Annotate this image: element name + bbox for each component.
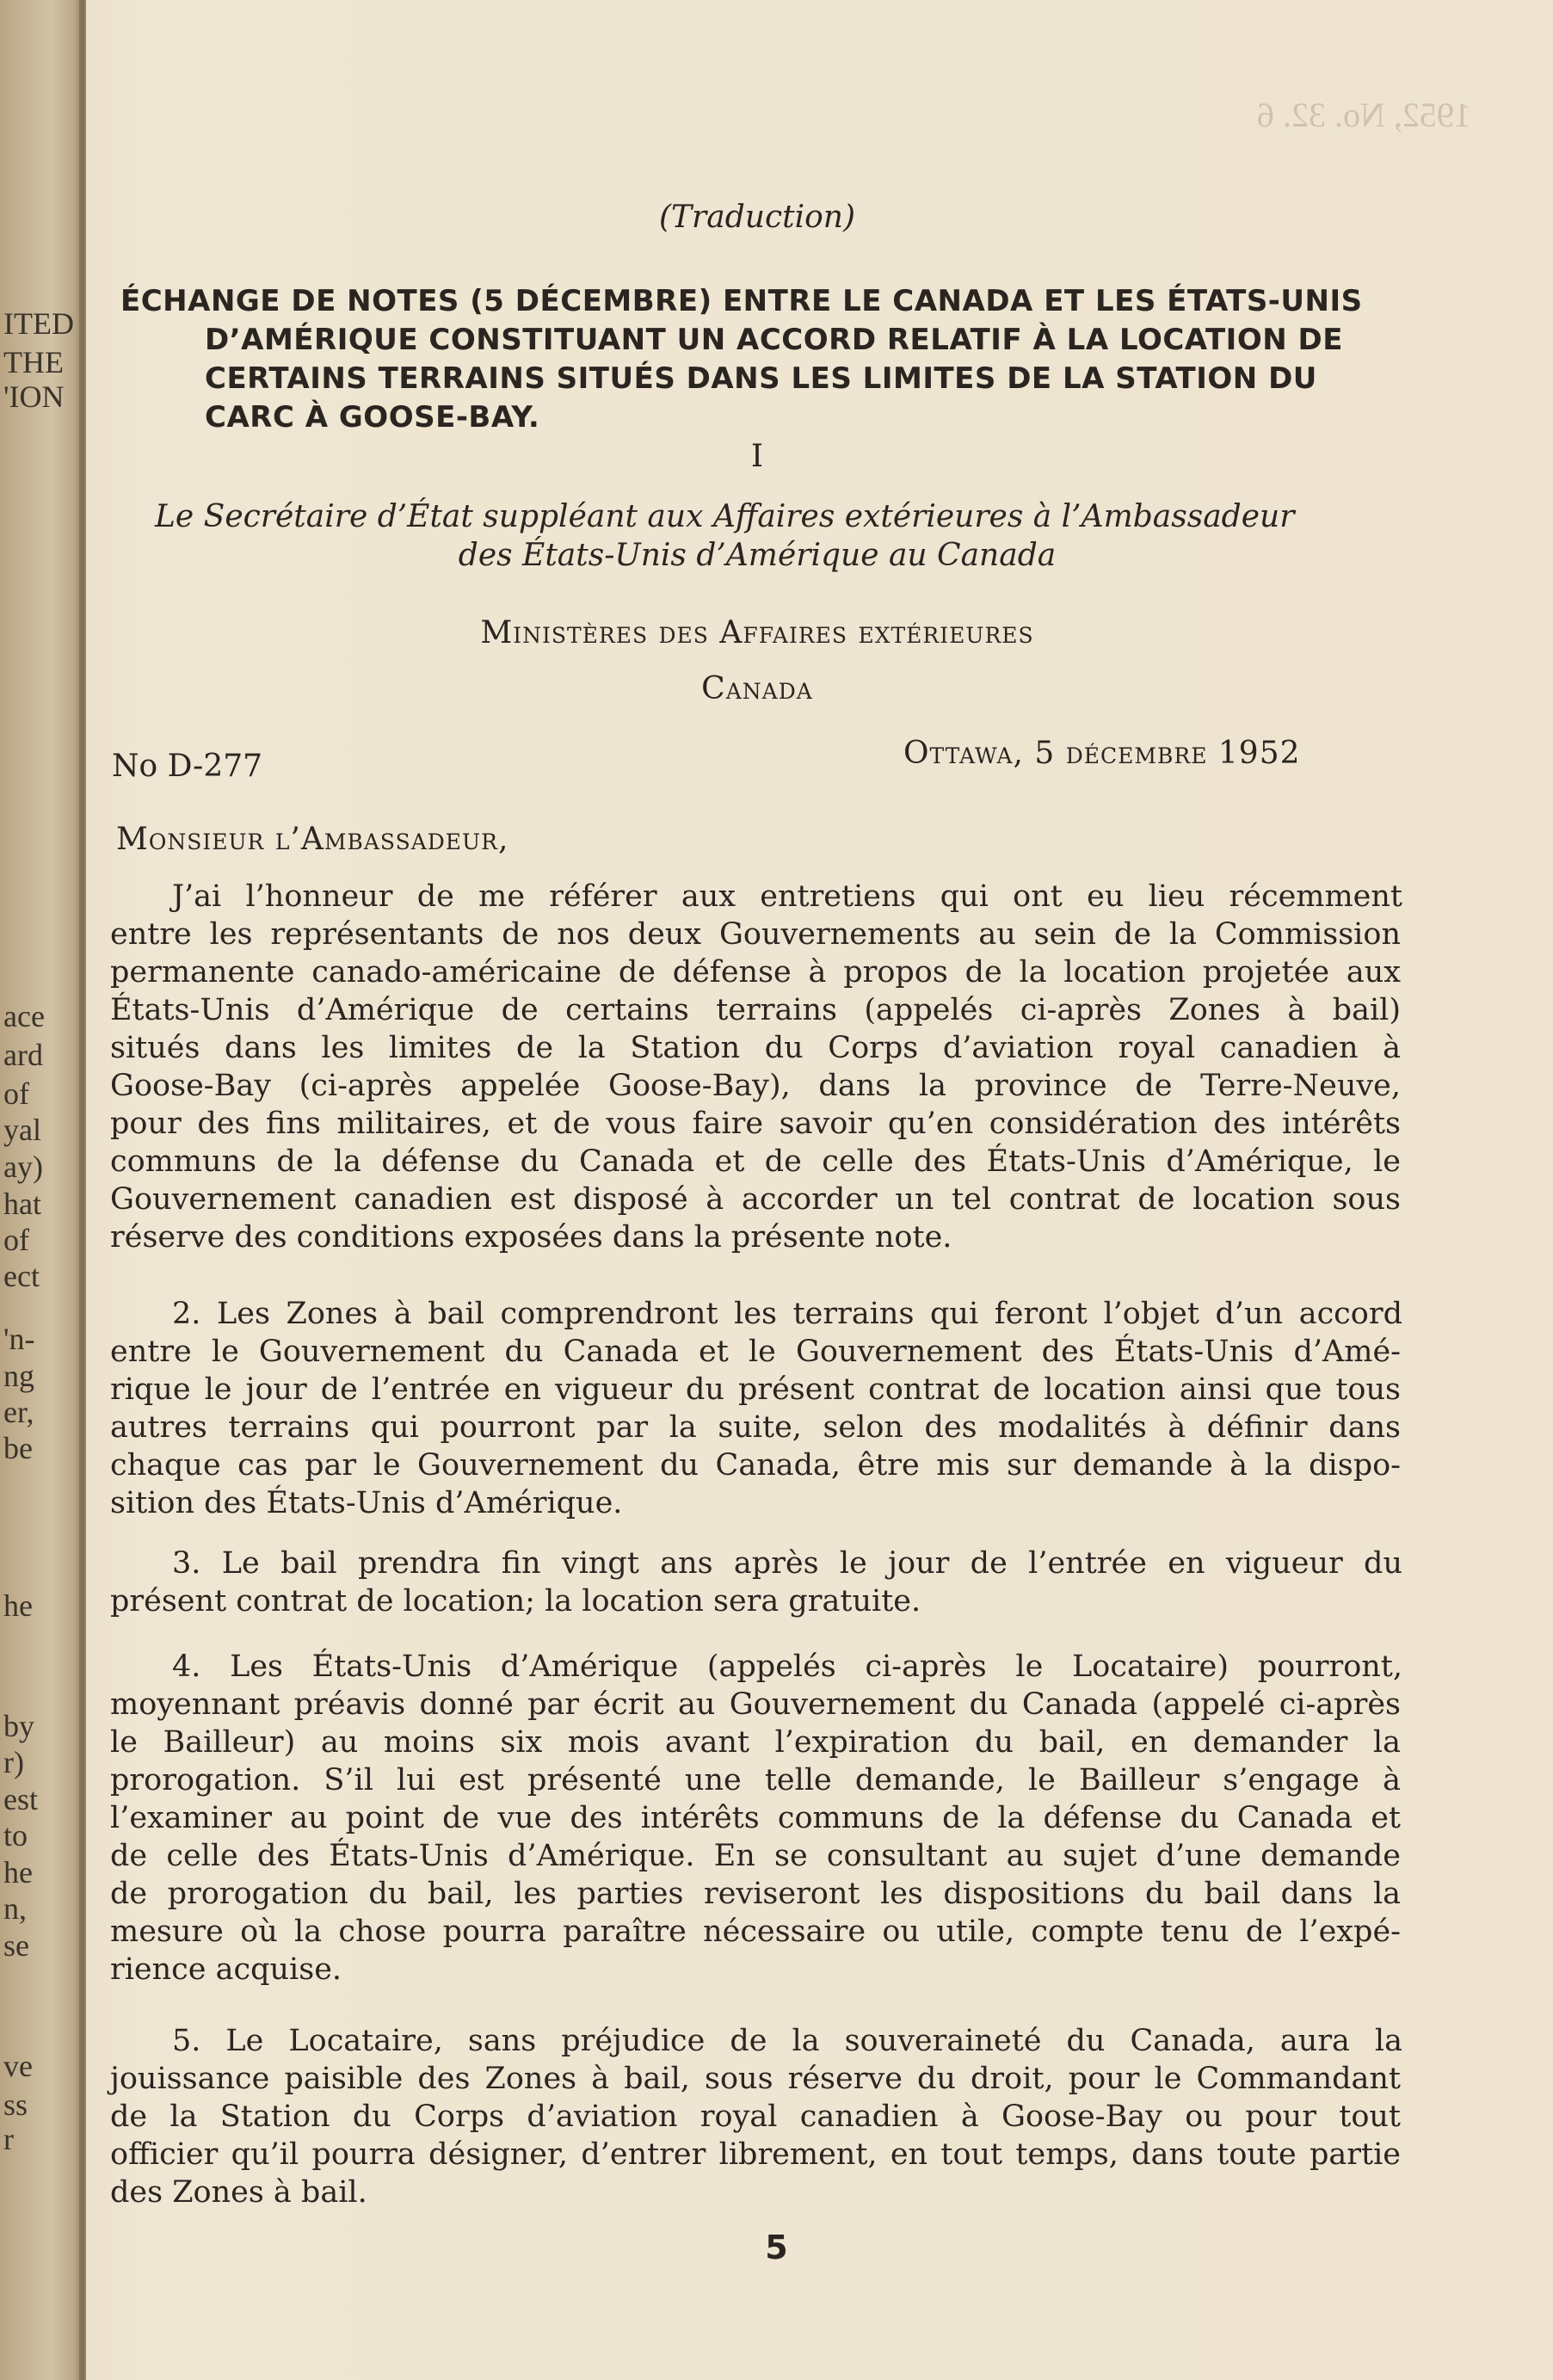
paragraph-4-line: de prorogation du bail, les parties reviseront les dispositions du bail dans la [110,1877,1401,1911]
paragraph-2-line: 2. Les Zones à bail comprendront les terrains qui feront l’objet d’un accord [172,1297,1402,1331]
margin-fragment: THE [3,345,64,379]
paragraph-3-line: 3. Le bail prendra fin vingt ans après le jour de l’entrée en vigueur du [172,1546,1402,1581]
paragraph-1-line: permanente canado-américaine de défense à propos de la location projetée aux [110,955,1401,990]
margin-fragment: n, [3,1891,27,1926]
title-line-2: D’AMÉRIQUE CONSTITUANT UN ACCORD RELATIF À LA LOCATION DE [205,323,1343,357]
paragraph-4-line: mesure où la chose pourra paraître nécessaire ou utile, compte tenu de l’expé- [110,1914,1401,1949]
margin-fragment: er, [3,1395,34,1429]
bleed-through-header: 1952, No. 32. 6 [1257,96,1471,134]
paragraph-2-line: rique le jour de l’entrée en vigueur du présent contrat de location ainsi que tous [110,1372,1401,1407]
paragraph-2-line: autres terrains qui pourront par la suite, selon des modalités à définir dans [110,1410,1401,1445]
title-line-4: CARC À GOOSE-BAY. [205,400,540,435]
paragraph-4-line: le Bailleur) au moins six mois avant l’expiration du bail, en demander la [110,1725,1401,1760]
paragraph-4-line: rience acquise. [110,1952,342,1987]
paragraph-4-line: de celle des États-Unis d’Amérique. En se consultant au sujet d’une demande [110,1839,1401,1873]
paragraph-4-line: prorogation. S’il lui est présenté une telle demande, le Bailleur s’engage à [110,1763,1401,1797]
ministry-name: Ministères des Affaires extérieures [480,615,1034,650]
paragraph-4-line: 4. Les États-Unis d’Amérique (appelés ci-après le Locataire) pourront, [172,1649,1402,1684]
paragraph-4-line: l’examiner au point de vue des intérêts communs de la défense du Canada et [110,1801,1401,1835]
salutation: Monsieur l’Ambassadeur, [116,822,509,857]
paragraph-1-line: entre les représentants de nos deux Gouvernements au sein de la Commission [110,917,1401,952]
paragraph-1-line: États-Unis d’Amérique de certains terrains (appelés ci-après Zones à bail) [110,993,1401,1027]
title-line-3: CERTAINS TERRAINS SITUÉS DANS LES LIMITES DE LA STATION DU [205,361,1317,396]
traduction-label: (Traduction) [658,200,855,235]
paragraph-2-line: sition des États-Unis d’Amérique. [110,1486,623,1520]
paragraph-5-line: de la Station du Corps d’aviation royal canadien à Goose-Bay ou pour tout [110,2099,1401,2134]
paragraph-5-line: officier qu’il pourra désigner, d’entrer librement, en tout temps, dans toute partie [110,2137,1401,2172]
paragraph-1-line: J’ai l’honneur de me référer aux entretiens qui ont eu lieu récemment [172,879,1402,914]
paragraph-1-line: Gouvernement canadien est disposé à accorder un tel contrat de location sous [110,1182,1401,1217]
margin-fragment: ect [3,1259,40,1293]
margin-fragment: ve [3,2049,33,2083]
margin-fragment: est [3,1782,38,1816]
margin-fragment: ace [3,999,45,1033]
margin-fragment: 'ION [3,379,65,414]
paragraph-1-line: réserve des conditions exposées dans la présente note. [110,1220,952,1255]
margin-fragment: 'n- [3,1322,35,1356]
margin-fragment: se [3,1928,29,1963]
paragraph-1-line: communs de la défense du Canada et de celle des États-Unis d’Amérique, le [110,1144,1401,1179]
margin-fragment: he [3,1588,33,1623]
paragraph-5-line: 5. Le Locataire, sans préjudice de la souveraineté du Canada, aura la [172,2024,1402,2058]
sender-line-1: Le Secrétaire d’État suppléant aux Affaires extérieures à l’Ambassadeur [155,499,1295,534]
margin-fragment: be [3,1431,33,1465]
sender-line-2: des États-Unis d’Amérique au Canada [458,538,1057,573]
margin-fragment: r [3,2122,14,2156]
margin-fragment: by [3,1709,34,1743]
margin-fragment: yal [3,1113,41,1147]
margin-fragment: of [3,1076,29,1111]
margin-fragment: to [3,1818,28,1853]
paragraph-1-line: Goose-Bay (ci-après appelée Goose-Bay), dans la province de Terre-Neuve, [110,1069,1401,1103]
page-number: 5 [765,2229,788,2266]
margin-fragment: r) [3,1745,24,1779]
margin-fragment: ss [3,2087,28,2122]
paragraph-1-line: pour des fins militaires, et de vous faire savoir qu’en considération des intérêts [110,1107,1401,1141]
title-line-1: ÉCHANGE DE NOTES (5 DÉCEMBRE) ENTRE LE CANADA ET LES ÉTATS-UNIS [120,284,1363,318]
paragraph-1-line: situés dans les limites de la Station du Corps d’aviation royal canadien à [110,1031,1401,1065]
section-numeral: I [750,439,764,474]
margin-fragment: hat [3,1187,41,1221]
paragraph-4-line: moyennant préavis donné par écrit au Gouvernement du Canada (appelé ci-après [110,1687,1401,1722]
paragraph-2-line: chaque cas par le Gouvernement du Canada, être mis sur demande à la dispo- [110,1448,1401,1483]
margin-fragment: of [3,1223,29,1257]
margin-fragment: he [3,1855,33,1890]
binding-shadow [79,0,84,2380]
paragraph-2-line: entre le Gouvernement du Canada et le Gouvernement des États-Unis d’Amé- [110,1335,1401,1369]
country-name: Canada [701,671,813,706]
paragraph-5-line: jouissance paisible des Zones à bail, sous réserve du droit, pour le Commandant [110,2062,1401,2096]
margin-fragment: ng [3,1359,34,1393]
paragraph-5-line: des Zones à bail. [110,2175,367,2210]
paragraph-3-line: présent contrat de location; la location sera gratuite. [110,1584,921,1619]
margin-fragment: ay) [3,1150,43,1184]
reference-number: No D-277 [112,749,263,784]
margin-fragment: ITED [3,306,74,341]
place-date: Ottawa, 5 décembre 1952 [903,736,1301,771]
margin-fragment: ard [3,1038,43,1072]
